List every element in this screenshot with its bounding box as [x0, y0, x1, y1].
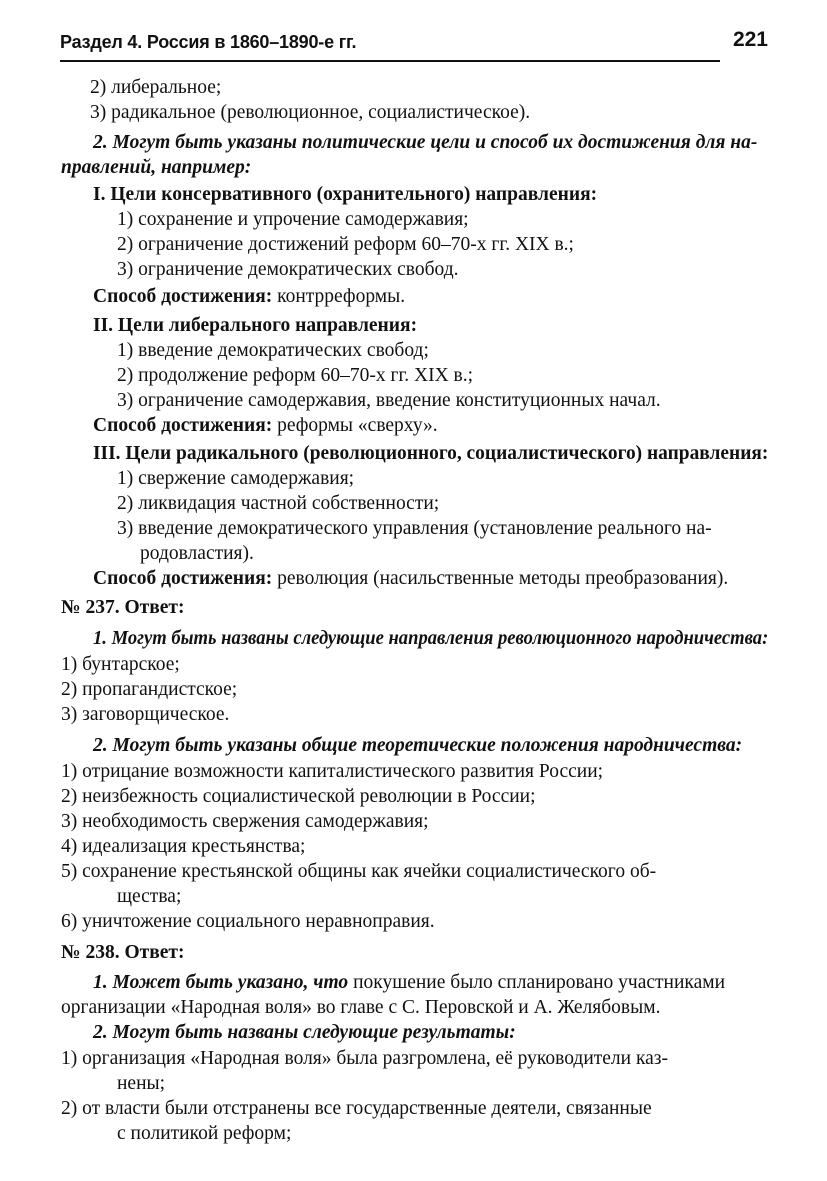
list-item: 2) ликвидация частной собственности; — [117, 493, 440, 514]
list-item: 1) введение демократических свобод; — [117, 340, 429, 361]
list-item: 2) от власти были отстранены все государственные деятели, связанные — [61, 1098, 652, 1119]
method-label: Способ достижения: — [93, 415, 273, 436]
method-value: реформы «сверху». — [272, 415, 438, 436]
list-item-continuation: родовластия). — [140, 543, 254, 564]
list-item: 1) отрицание возможности капиталистического развития России; — [61, 761, 604, 782]
list-item: 2) либеральное; — [90, 77, 222, 98]
answer-238-part2-intro: 2. Могут быть названы следующие результаты: — [93, 1022, 516, 1043]
list-item: 1) свержение самодержавия; — [117, 468, 355, 489]
liberal-method — [93, 414, 438, 438]
list-item: 2) ограничение достижений реформ 60–70-х гг. XIX в.; — [117, 234, 574, 255]
liberal-heading: II. Цели либерального направления: — [93, 315, 418, 336]
list-item-continuation: щества; — [117, 886, 182, 907]
list-item: 1) бунтарское; — [61, 654, 180, 675]
conservative-heading: I. Цели консервативного (охранительного) направления: — [93, 184, 598, 205]
list-item: 2) пропагандистское; — [61, 679, 238, 700]
part1-lead: 1. Может быть указано, что — [93, 972, 349, 993]
list-item: 3) ограничение самодержавия, введение конституционных начал. — [117, 390, 661, 411]
list-item: 1) организация «Народная воля» была разгромлена, её руководители каз- — [61, 1048, 669, 1069]
method-label: Способ достижения: — [93, 286, 273, 307]
list-item: 1) сохранение и упрочение самодержавия; — [117, 209, 469, 230]
method-label: Способ достижения: — [93, 568, 273, 589]
radical-heading: III. Цели радикального (революционного, социалистического) направления: — [93, 443, 769, 464]
answer-237-heading: № 237. Ответ: — [61, 597, 185, 618]
answer-238-part1 — [93, 971, 725, 995]
answer-237-part1-intro: 1. Могут быть названы следующие направления революционного народничества: — [93, 628, 769, 649]
list-item: 2) неизбежность социалистической революции в России; — [61, 786, 536, 807]
section-title: Раздел 4. Россия в 1860–1890-е гг. — [60, 32, 357, 52]
list-item: 3) введение демократического управления (установление реального на- — [117, 518, 712, 539]
method-value: контрреформы. — [272, 286, 406, 307]
list-item: 5) сохранение крестьянской общины как ячейки социалистического об- — [61, 861, 657, 882]
list-item: 2) продолжение реформ 60–70-х гг. XIX в.; — [117, 365, 474, 386]
page-header — [60, 26, 768, 64]
answer-237-part2-intro: 2. Могут быть указаны общие теоретические положения народничества: — [93, 735, 743, 756]
answer-238-part1-line2: организации «Народная воля» во главе с С. Перовской и А. Желябовым. — [61, 997, 661, 1018]
part2-intro-line1: 2. Могут быть указаны политические цели и способ их достижения для на- — [93, 132, 758, 153]
list-item: 6) уничтожение социального неравноправия. — [61, 911, 435, 932]
method-value: революция (насильственные методы преобразования). — [272, 568, 729, 589]
part1-rest: покушение было спланировано участниками — [348, 972, 726, 993]
page-number: 221 — [732, 28, 768, 51]
list-item-continuation: с политикой реформ; — [117, 1123, 292, 1144]
radical-method — [93, 567, 728, 591]
list-item: 4) идеализация крестьянства; — [61, 836, 306, 857]
list-item: 3) заговорщическое. — [61, 704, 230, 725]
list-item-continuation: нены; — [117, 1073, 166, 1094]
header-rule — [60, 60, 720, 62]
conservative-method — [93, 285, 405, 309]
list-item: 3) ограничение демократических свобод. — [117, 259, 459, 280]
answer-238-heading: № 238. Ответ: — [61, 942, 185, 963]
list-item: 3) радикальное (революционное, социалистическое). — [90, 102, 531, 123]
part2-intro-line2: правлений, например: — [61, 157, 252, 178]
list-item: 3) необходимость свержения самодержавия; — [61, 811, 429, 832]
